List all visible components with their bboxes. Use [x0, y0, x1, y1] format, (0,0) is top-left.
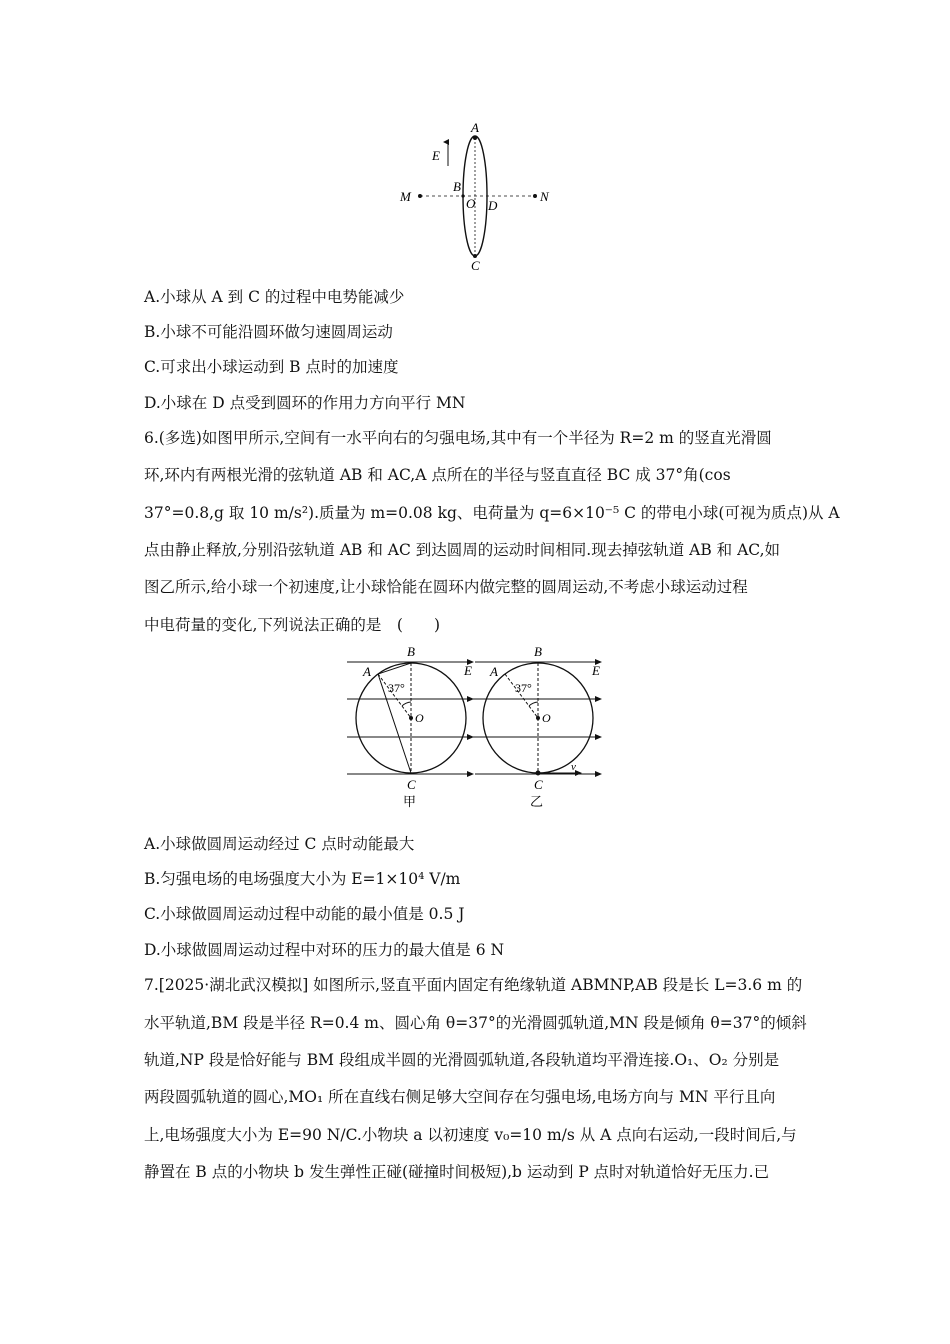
label-o-left: O	[415, 711, 424, 725]
q6-option-c: C.小球做圆周运动过程中动能的最小值是 0.5 J	[144, 905, 465, 923]
label-e-left: E	[464, 663, 472, 678]
q7-stem-line-3: 轨道,NP 段是恰好能与 BM 段组成半圆的光滑圆弧轨道,各段轨道均平滑连接.O₁、O₂ 分别是	[144, 1051, 780, 1069]
label-c-left: C	[407, 777, 416, 792]
label-n: N	[540, 189, 549, 204]
q5-option-b: B.小球不可能沿圆环做匀速圆周运动	[144, 323, 393, 341]
q6-option-a: A.小球做圆周运动经过 C 点时动能最大	[144, 835, 415, 853]
label-o-right: O	[542, 711, 551, 725]
caption-jia: 甲	[403, 794, 417, 809]
figure-ring-field	[390, 118, 560, 278]
caption-yi: 乙	[530, 794, 544, 809]
label-v: v	[571, 761, 576, 773]
label-c: C	[471, 258, 480, 273]
label-e: E	[432, 148, 440, 163]
q7-stem-line-2: 水平轨道,BM 段是半径 R=0.4 m、圆心角 θ=37°的光滑圆弧轨道,MN 段是倾角 θ=37°的倾斜	[144, 1014, 807, 1032]
q7-stem-line-6: 静置在 B 点的小物块 b 发生弹性正碰(碰撞时间极短),b 运动到 P 点时对轨道恰好无压力.已	[144, 1163, 770, 1181]
figure-circles	[345, 642, 610, 812]
label-b-left: B	[407, 644, 415, 659]
label-a-left: A	[363, 664, 371, 679]
label-b: B	[453, 179, 461, 194]
q6-stem-line-1: 6.(多选)如图甲所示,空间有一水平向右的匀强电场,其中有一个半径为 R=2 m 的竖直光滑圆	[144, 429, 772, 447]
label-angle-right: 37°	[515, 681, 532, 695]
q5-option-a: A.小球从 A 到 C 的过程中电势能减少	[144, 288, 405, 306]
q6-option-b: B.匀强电场的电场强度大小为 E=1×10⁴ V/m	[144, 870, 461, 888]
label-c-right: C	[534, 777, 543, 792]
label-a: A	[471, 120, 479, 135]
q5-option-d: D.小球在 D 点受到圆环的作用力方向平行 MN	[144, 394, 466, 412]
q6-stem-line-4: 点由静止释放,分别沿弦轨道 AB 和 AC 到达圆周的运动时间相同.现去掉弦轨道 AB 和 AC,如	[144, 541, 780, 559]
label-a-right: A	[490, 664, 498, 679]
q7-stem-line-1: 7.[2025·湖北武汉模拟] 如图所示,竖直平面内固定有绝缘轨道 ABMNP,AB 段是长 L=3.6 m 的	[144, 976, 803, 994]
q6-option-d: D.小球做圆周运动过程中对环的压力的最大值是 6 N	[144, 941, 505, 959]
q5-option-c: C.可求出小球运动到 B 点时的加速度	[144, 358, 399, 376]
label-b-right: B	[534, 644, 542, 659]
label-e-right: E	[592, 663, 600, 678]
q6-stem-line-2: 环,环内有两根光滑的弦轨道 AB 和 AC,A 点所在的半径与竖直直径 BC 成 37°角(cos	[144, 466, 731, 484]
q6-stem-line-3: 37°=0.8,g 取 10 m/s²).质量为 m=0.08 kg、电荷量为 q=6×10⁻⁵ C 的带电小球(可视为质点)从 A	[144, 504, 840, 522]
q6-stem-line-5: 图乙所示,给小球一个初速度,让小球恰能在圆环内做完整的圆周运动,不考虑小球运动过程	[144, 578, 748, 596]
label-angle-left: 37°	[388, 681, 405, 695]
label-m: M	[400, 189, 411, 204]
q7-stem-line-5: 上,电场强度大小为 E=90 N/C.小物块 a 以初速度 v₀=10 m/s 从 A 点向右运动,一段时间后,与	[144, 1126, 797, 1144]
q7-stem-line-4: 两段圆弧轨道的圆心,MO₁ 所在直线右侧足够大空间存在匀强电场,电场方向与 MN 平行且向	[144, 1088, 776, 1106]
label-o: O	[466, 196, 476, 211]
label-d: D	[488, 198, 498, 213]
q6-stem-line-6: 中电荷量的变化,下列说法正确的是 ( )	[144, 616, 441, 634]
ball	[536, 771, 541, 776]
